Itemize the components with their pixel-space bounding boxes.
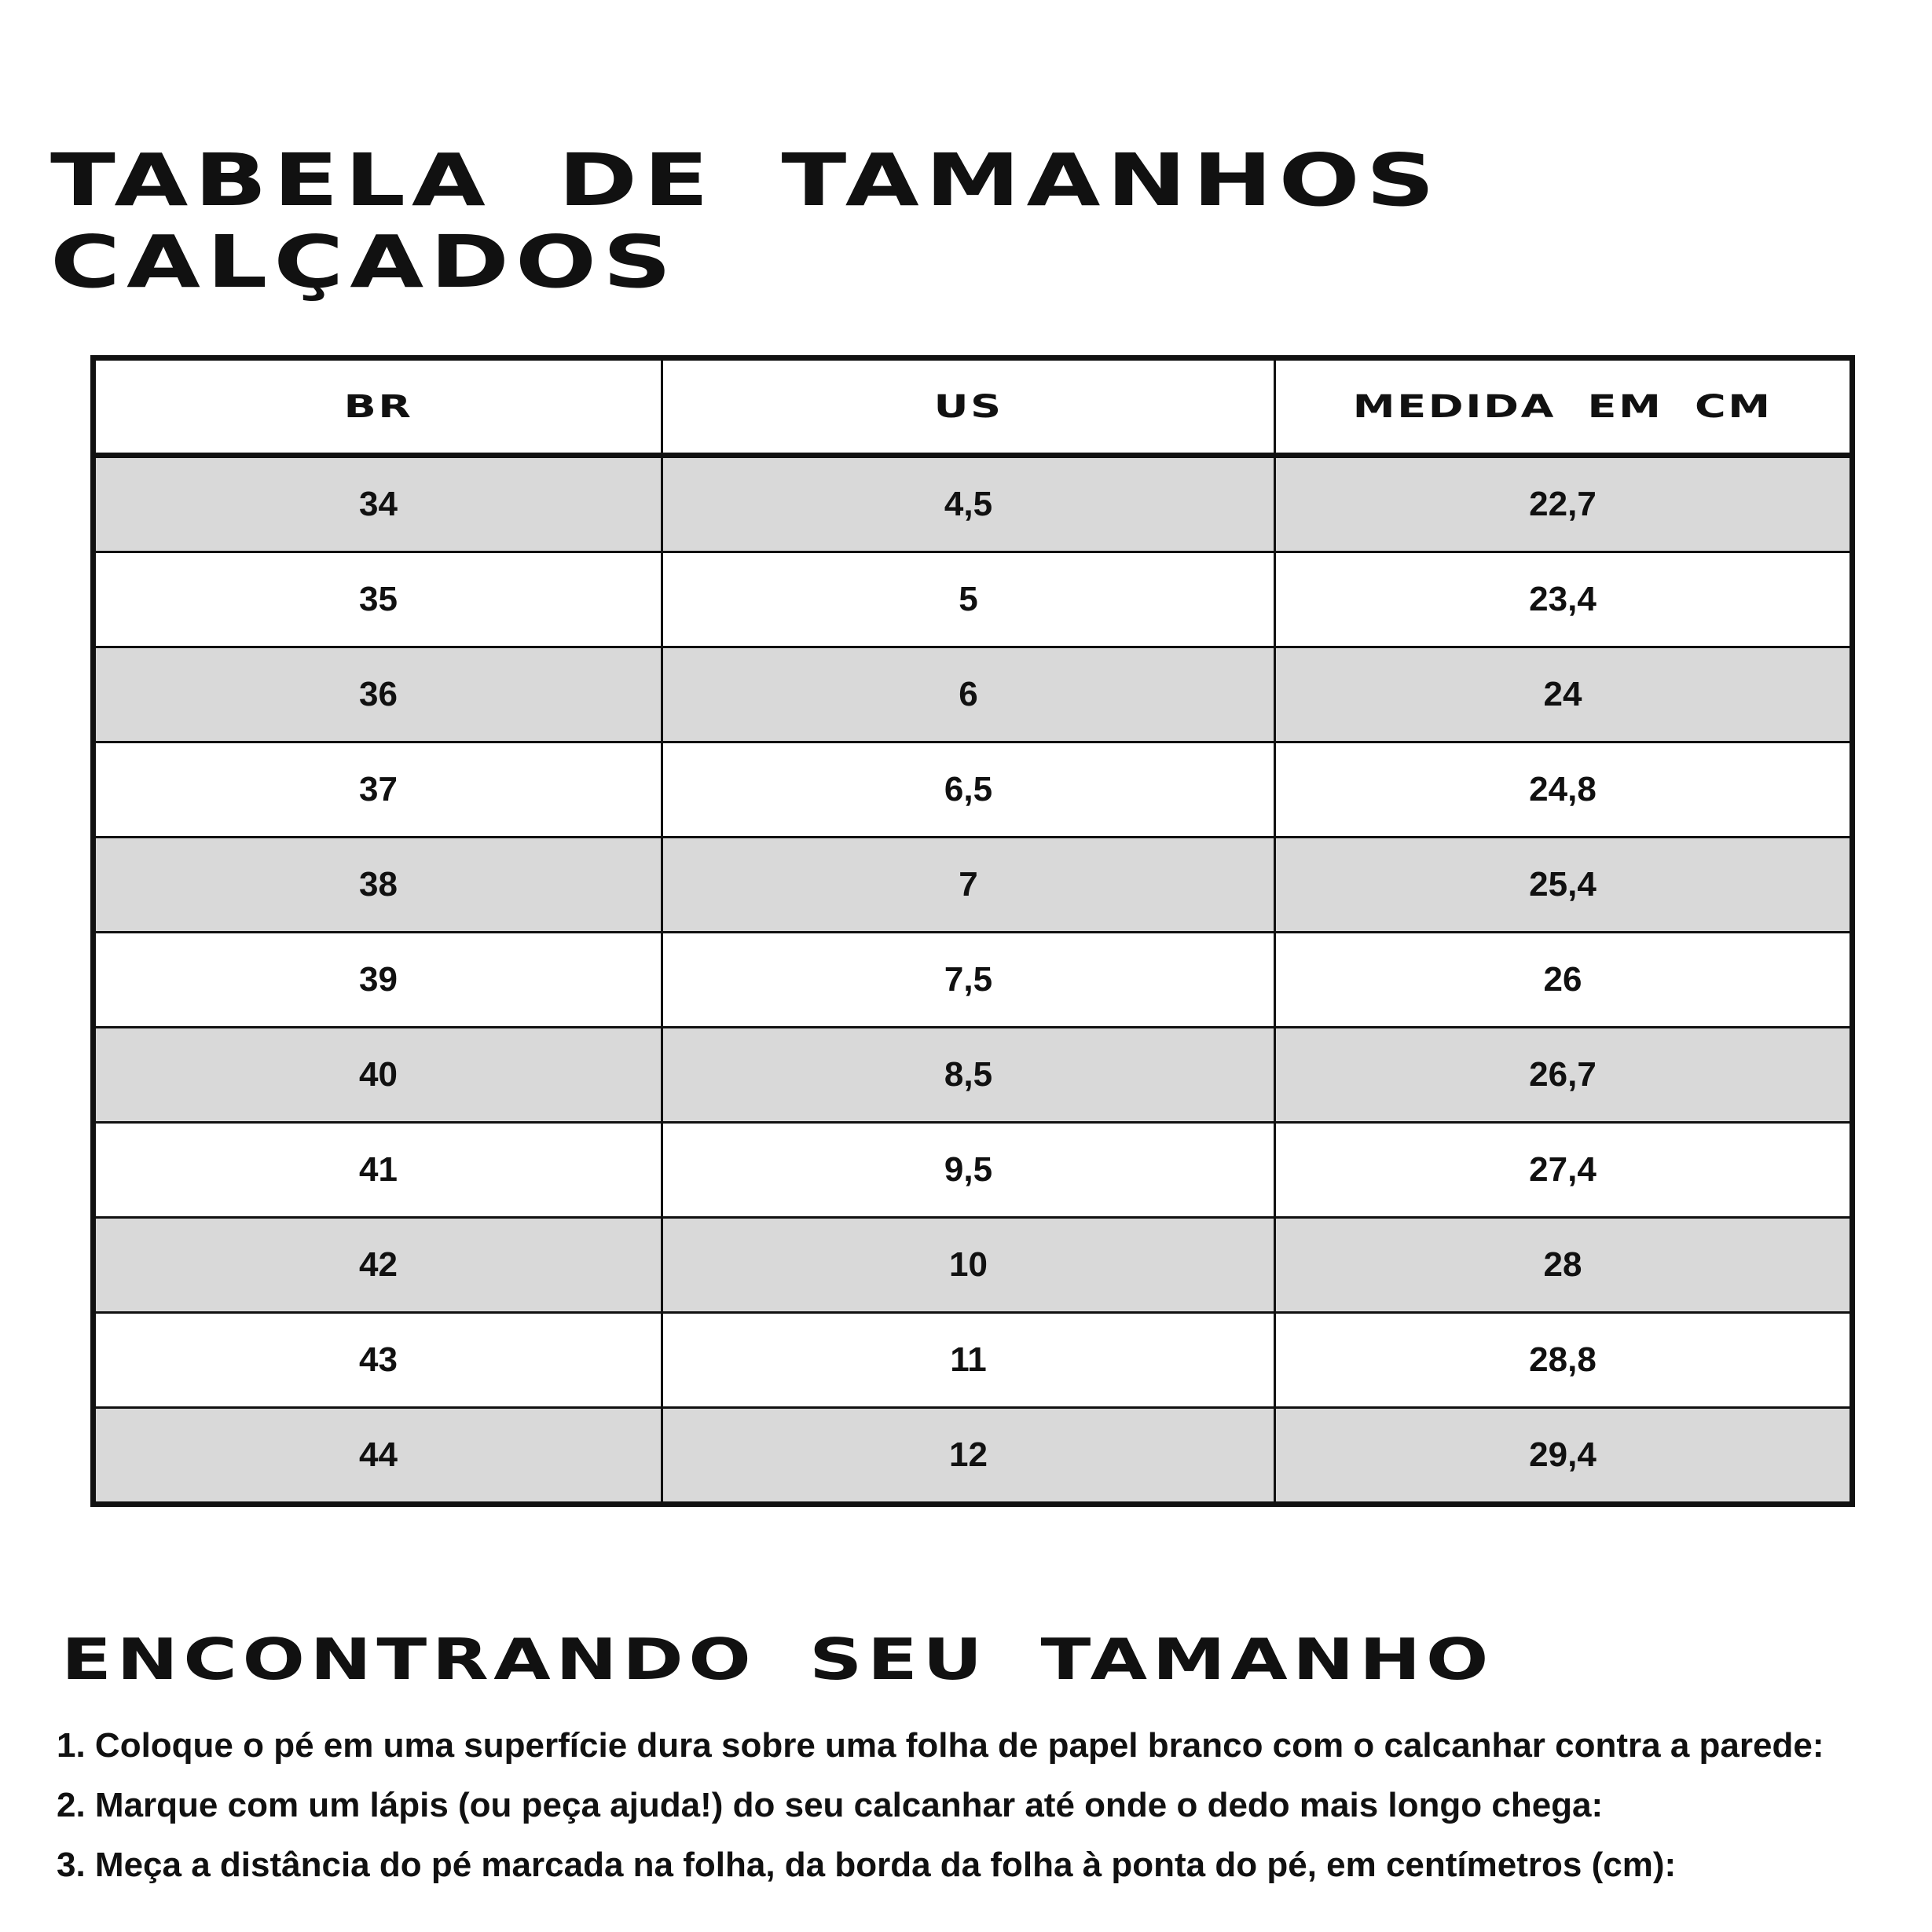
size-table	[90, 355, 1855, 1507]
cell-us: 8,5	[662, 1028, 1275, 1123]
cell-br: 39	[93, 933, 662, 1028]
table-row	[93, 647, 1853, 742]
cell-us: 9,5	[662, 1123, 1275, 1218]
column-header-cm: MEDIDA EM CM	[1275, 358, 1853, 456]
table-row	[93, 742, 1853, 838]
cell-us: 5	[662, 552, 1275, 647]
table-row	[93, 456, 1853, 552]
table-row	[93, 552, 1853, 647]
cell-cm: 29,4	[1275, 1408, 1853, 1505]
instruction-step-1: 1. Coloque o pé em uma superfície dura sobre uma folha de papel branco com o calcanhar contra a parede:	[57, 1726, 1824, 1765]
table-row	[93, 1123, 1853, 1218]
page-title	[50, 140, 1441, 303]
cell-us: 7	[662, 838, 1275, 933]
instruction-step-2: 2. Marque com um lápis (ou peça ajuda!) do seu calcanhar até onde o dedo mais longo chega:	[57, 1786, 1604, 1824]
cell-br: 40	[93, 1028, 662, 1123]
column-header-us: US	[662, 358, 1275, 456]
guide-title: ENCONTRANDO SEU TAMANHO	[61, 1626, 1494, 1692]
cell-us: 11	[662, 1313, 1275, 1408]
cell-br: 43	[93, 1313, 662, 1408]
table-row	[93, 1313, 1853, 1408]
table-header-row	[93, 358, 1853, 456]
cell-cm: 22,7	[1275, 456, 1853, 552]
cell-cm: 26,7	[1275, 1028, 1853, 1123]
column-header-br: BR	[93, 358, 662, 456]
cell-us: 10	[662, 1218, 1275, 1313]
cell-us: 4,5	[662, 456, 1275, 552]
cell-us: 6,5	[662, 742, 1275, 838]
table-row	[93, 838, 1853, 933]
cell-br: 42	[93, 1218, 662, 1313]
cell-br: 41	[93, 1123, 662, 1218]
cell-cm: 25,4	[1275, 838, 1853, 933]
instruction-step-3: 3. Meça a distância do pé marcada na folha, da borda da folha à ponta do pé, em centímetros (cm):	[57, 1846, 1677, 1884]
cell-cm: 28,8	[1275, 1313, 1853, 1408]
cell-cm: 27,4	[1275, 1123, 1853, 1218]
instruction-list	[57, 1716, 1824, 1895]
page-title-line-1: TABELA DE TAMANHOS	[50, 138, 1441, 222]
cell-cm: 24	[1275, 647, 1853, 742]
cell-cm: 28	[1275, 1218, 1853, 1313]
cell-br: 44	[93, 1408, 662, 1505]
table-row	[93, 1218, 1853, 1313]
cell-br: 36	[93, 647, 662, 742]
cell-cm: 24,8	[1275, 742, 1853, 838]
table-row	[93, 933, 1853, 1028]
cell-br: 34	[93, 456, 662, 552]
cell-br: 37	[93, 742, 662, 838]
cell-cm: 23,4	[1275, 552, 1853, 647]
cell-br: 38	[93, 838, 662, 933]
cell-us: 7,5	[662, 933, 1275, 1028]
cell-us: 6	[662, 647, 1275, 742]
cell-cm: 26	[1275, 933, 1853, 1028]
table-row	[93, 1408, 1853, 1505]
cell-br: 35	[93, 552, 662, 647]
page-title-line-2: CALÇADOS	[50, 220, 678, 304]
cell-us: 12	[662, 1408, 1275, 1505]
table-row	[93, 1028, 1853, 1123]
